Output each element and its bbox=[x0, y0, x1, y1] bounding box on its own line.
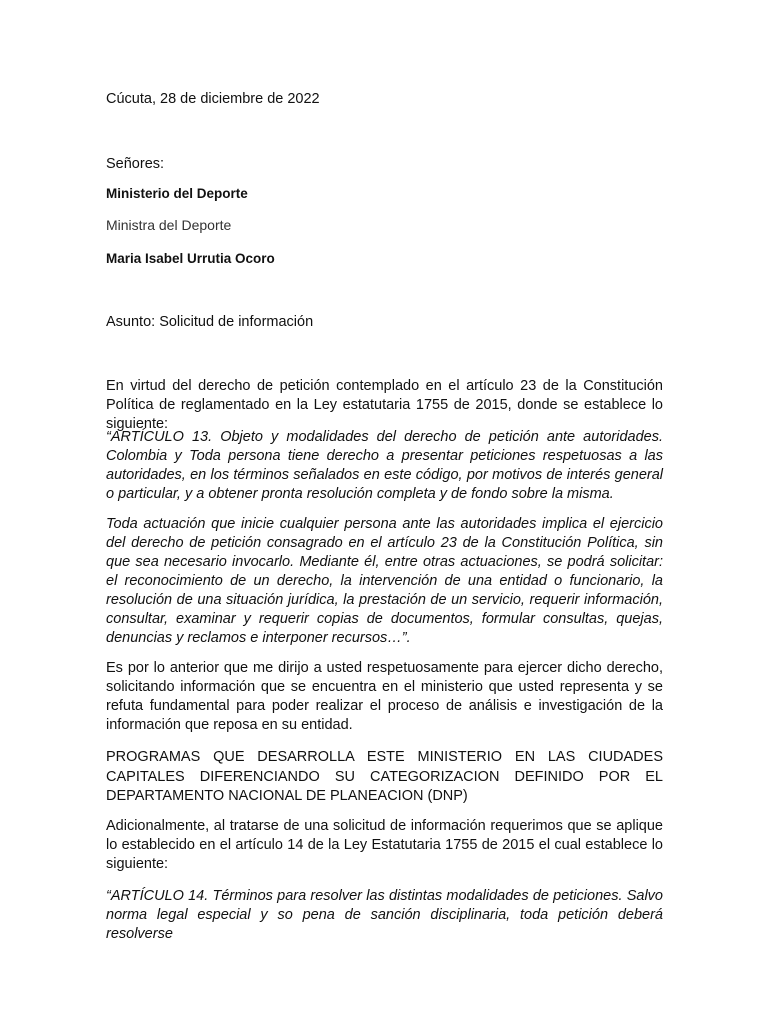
additional-paragraph-text: Adicionalmente, al tratarse de una solicitud de información requerimos que se aplique lo establecido en el artículo 14 de la Ley Estatutaria 1755 de 2015 el cual establece lo siguiente: bbox=[106, 818, 663, 872]
date-line: Cúcuta, 28 de diciembre de 2022 bbox=[106, 91, 320, 107]
recipient-organization: Ministerio del Deporte bbox=[106, 186, 248, 201]
article-13-quote-text: “ARTÍCULO 13. Objeto y modalidades del derecho de petición ante autoridades. Colombia y Toda persona tiene derecho a presentar peticiones respetuosas a las autoridades, en los términos señalados en este código, por motivos de interés general o particular, y a obtener pronta resolución completa y de fondo sobre la misma. bbox=[106, 429, 663, 502]
article-13-quote-continued bbox=[106, 515, 663, 648]
additional-paragraph bbox=[106, 817, 663, 874]
request-paragraph bbox=[106, 659, 663, 735]
recipient-name: Maria Isabel Urrutia Ocoro bbox=[106, 251, 275, 266]
article-13-quote-continued-text: Toda actuación que inicie cualquier persona ante las autoridades implica el ejercicio del derecho de petición consagrado en el artículo 23 de la Constitución Política, sin que sea necesario invocarlo. Mediante él, entre otras actuaciones, se podrá solicitar: el reconocimiento de un derecho, la intervención de una entidad o funcionario, la resolución de una situación jurídica, la prestación de un servicio, requerir información, consultar, examinar y requerir copias de documentos, formular consultas, quejas, denuncias y reclamos e interponer recursos…”. bbox=[106, 516, 663, 646]
subject-line: Asunto: Solicitud de información bbox=[106, 314, 314, 330]
requested-information bbox=[106, 748, 663, 807]
article-14-quote bbox=[106, 887, 663, 944]
salutation: Señores: bbox=[106, 156, 165, 172]
article-13-quote bbox=[106, 428, 663, 504]
recipient-title: Ministra del Deporte bbox=[106, 217, 232, 233]
request-paragraph-text: Es por lo anterior que me dirijo a usted respetuosamente para ejercer dicho derecho, solicitando información que se encuentra en el ministerio que usted representa y se refuta fundamental para poder realizar el proceso de análisis e investigación de la información que reposa en su entidad. bbox=[106, 660, 663, 733]
requested-information-text: PROGRAMAS QUE DESARROLLA ESTE MINISTERIO EN LAS CIUDADES CAPITALES DIFERENCIANDO SU CATEGORIZACION DEFINIDO POR EL DEPARTAMENTO NACIONAL DE PLANEACION (DNP) bbox=[106, 749, 663, 804]
article-14-quote-text: “ARTÍCULO 14. Términos para resolver las distintas modalidades de peticiones. Salvo norma legal especial y so pena de sanción disciplinaria, toda petición deberá resolverse bbox=[106, 888, 663, 942]
intro-paragraph bbox=[106, 377, 663, 434]
intro-paragraph-text: En virtud del derecho de petición contemplado en el artículo 23 de la Constitución Política de reglamentado en la Ley estatutaria 1755 de 2015, donde se establece lo siguiente: bbox=[106, 378, 663, 432]
